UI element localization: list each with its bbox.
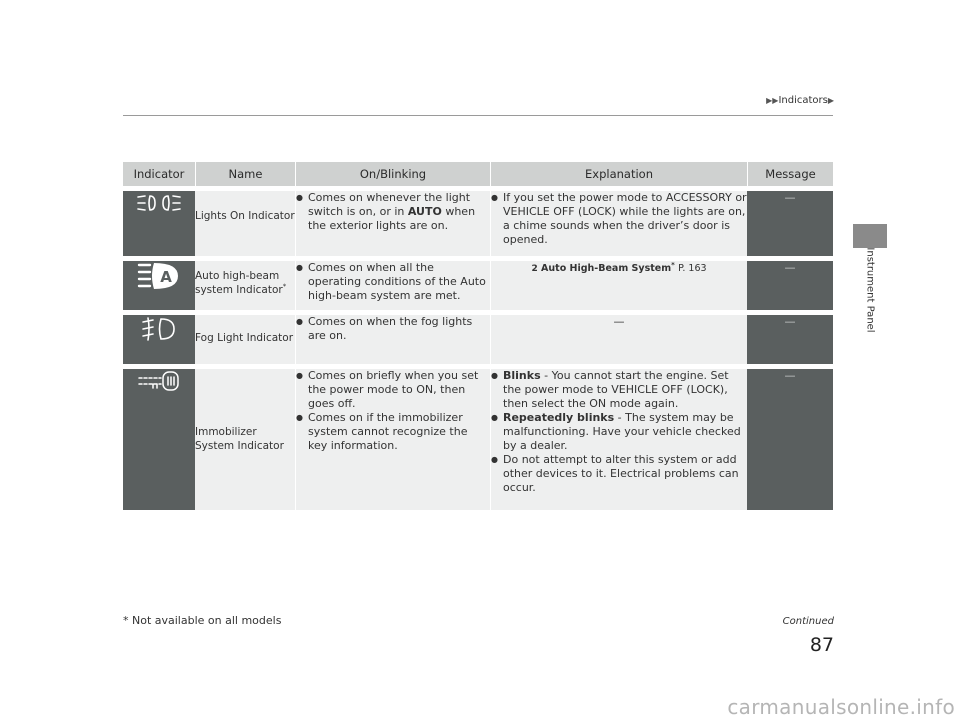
header-on-blinking: On/Blinking <box>295 162 490 186</box>
list-item: ● Comes on briefly when you set the power mode to ON, then goes off. <box>296 369 490 411</box>
breadcrumb-section[interactable]: Indicators <box>778 95 828 106</box>
list-item: ● If you set the power mode to ACCESSORY or VEHICLE OFF (LOCK) while the lights are on, a chime sounds when the driver’s door is opened. <box>491 191 747 247</box>
table-row <box>123 191 833 256</box>
explanation-cell: — <box>490 315 747 364</box>
indicator-name: Fog Light Indicator <box>195 315 295 364</box>
indicator-name <box>195 261 295 310</box>
explanation-cell <box>490 369 747 510</box>
message-cell: — <box>747 369 833 510</box>
header-message: Message <box>747 162 833 186</box>
indicator-table <box>123 157 833 515</box>
list-item <box>491 369 747 411</box>
status-term: Blinks <box>503 369 541 382</box>
lights-on-icon <box>136 191 182 215</box>
reference-title: Auto High-Beam System <box>541 263 672 274</box>
continued-label: Continued <box>782 616 834 627</box>
indicator-name-text: Auto high-beam system Indicator <box>195 270 283 296</box>
immobilizer-icon <box>137 369 181 393</box>
section-tab <box>853 224 887 248</box>
footnote-marker: * <box>671 260 675 269</box>
table-header-row <box>123 162 833 186</box>
page-number: 87 <box>809 634 834 656</box>
table-row <box>123 261 833 310</box>
list-item <box>296 191 490 233</box>
indicator-name: Lights On Indicator <box>195 191 295 256</box>
auto-label: AUTO <box>407 205 442 218</box>
on-blinking-cell <box>295 369 490 510</box>
table-row <box>123 369 833 510</box>
breadcrumb-arrows: ▶▶ <box>766 96 779 105</box>
message-cell: — <box>747 191 833 256</box>
status-term: Repeatedly blinks <box>503 411 615 424</box>
list-item <box>491 411 747 453</box>
header-indicator: Indicator <box>123 162 195 186</box>
on-blinking-cell <box>295 315 490 364</box>
breadcrumb-end-arrow: ▶ <box>827 96 834 105</box>
list-item <box>491 453 747 495</box>
reference-page: P. 163 <box>678 263 707 274</box>
message-cell: — <box>747 315 833 364</box>
explanation-cell <box>490 191 747 256</box>
table-row <box>123 315 833 364</box>
list-item: ● Comes on when all the operating conditions of the Auto high-beam system are met. <box>296 261 490 303</box>
watermark: carmanualsonline.info <box>727 695 955 719</box>
list-item: ● Comes on if the immobilizer system cannot recognize the key information. <box>296 411 490 453</box>
reference-arrow-icon: 2 <box>531 264 538 274</box>
message-cell: — <box>747 261 833 310</box>
indicator-cell <box>123 369 195 510</box>
header-rule <box>123 115 833 116</box>
breadcrumb <box>0 95 834 106</box>
explanation-cell <box>490 261 747 310</box>
header-name: Name <box>195 162 295 186</box>
header-explanation: Explanation <box>490 162 747 186</box>
footnote: * Not available on all models <box>123 614 282 627</box>
list-item: ● Comes on when the fog lights are on. <box>296 315 490 343</box>
explanation-text: - You cannot start the engine. Set the power mode to VEHICLE OFF (LOCK), then select the ON mode again. <box>503 369 729 410</box>
on-blinking-cell <box>295 191 490 256</box>
svg-text:A: A <box>160 268 172 286</box>
on-blinking-cell <box>295 261 490 310</box>
section-label: Instrument Panel <box>864 247 876 333</box>
footnote-marker: * <box>282 282 287 291</box>
indicator-name: Immobilizer System Indicator <box>195 369 295 510</box>
indicator-cell <box>123 315 195 364</box>
indicator-cell <box>123 191 195 256</box>
explanation-text: - The system may be malfunctioning. Have your vehicle checked by a dealer. <box>503 411 741 452</box>
explanation-text: Do not attempt to alter this system or add other devices to it. Electrical problems can occur. <box>503 453 739 494</box>
auto-high-beam-icon <box>136 261 182 291</box>
on-blinking-text: Comes on whenever the light switch is on, or in <box>308 191 471 218</box>
indicator-cell <box>123 261 195 310</box>
fog-light-icon <box>139 315 179 343</box>
cross-reference-link[interactable] <box>531 260 707 274</box>
on-blinking-text: when the exterior lights are on. <box>308 205 476 232</box>
